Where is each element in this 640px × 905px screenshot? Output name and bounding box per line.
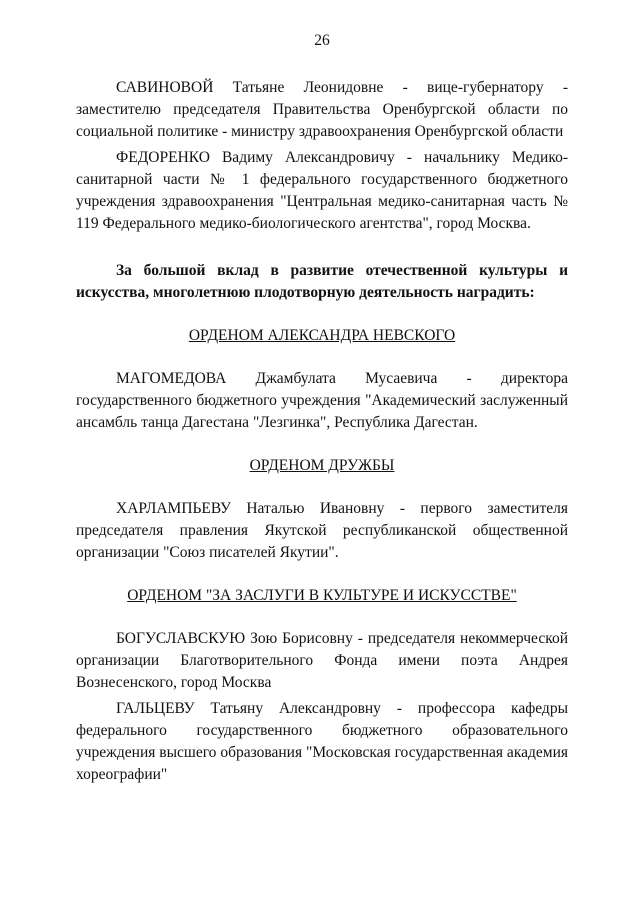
spacer xyxy=(76,434,568,455)
paragraph-magomedov: МАГОМЕДОВА Джамбулата Мусаевича - директора государственного бюджетного учреждения "Академический заслуженный ансамбль танца Дагестана "Лезгинка", Республика Дагестан. xyxy=(76,370,568,431)
page-number: 26 xyxy=(314,32,330,49)
spacer xyxy=(76,235,568,260)
spacer xyxy=(76,347,568,368)
spacer xyxy=(76,564,568,585)
paragraph-galtseva: ГАЛЬЦЕВУ Татьяну Александровну - профессора кафедры федерального государственного бюджетного образовательного учреждения высшего образования "Московская государственная академия хореографии" xyxy=(76,700,568,783)
spacer xyxy=(76,607,568,628)
paragraph-savinova: САВИНОВОЙ Татьяне Леонидовне - вице-губернатору - заместителю председателя Правительства Оренбургской области по социальной политике - министру здравоохранения Оренбургской области xyxy=(76,79,568,140)
paragraph-kharlampyeva: ХАРЛАМПЬЕВУ Наталью Ивановну - первого заместителя председателя правления Якутской республиканской общественной организации "Союз писателей Якутии". xyxy=(76,500,568,561)
heading-order-druzhby: ОРДЕНОМ ДРУЖБЫ xyxy=(249,457,395,474)
award-intro-paragraph: За большой вклад в развитие отечественной культуры и искусства, многолетнюю плодотворную деятельность наградить: xyxy=(76,262,568,301)
heading-order-culture: ОРДЕНОМ "ЗА ЗАСЛУГИ В КУЛЬТУРЕ И ИСКУССТВЕ" xyxy=(127,587,517,604)
paragraph-boguslavskaya: БОГУСЛАВСКУЮ Зою Борисовну - председателя некоммерческой организации Благотворительного Фонда имени поэта Андрея Вознесенского, город Москва xyxy=(76,630,568,691)
heading-order-nevsky: ОРДЕНОМ АЛЕКСАНДРА НЕВСКОГО xyxy=(188,327,456,344)
document-page xyxy=(76,30,568,786)
paragraph-fedorenko: ФЕДОРЕНКО Вадиму Александровичу - начальнику Медико-санитарной части № 1 федерального государственного бюджетного учреждения здравоохранения "Центральная медико-санитарная часть № 119 Федерального медико-биологического агентства", город Москва. xyxy=(76,149,568,232)
spacer xyxy=(76,477,568,498)
spacer xyxy=(76,304,568,325)
